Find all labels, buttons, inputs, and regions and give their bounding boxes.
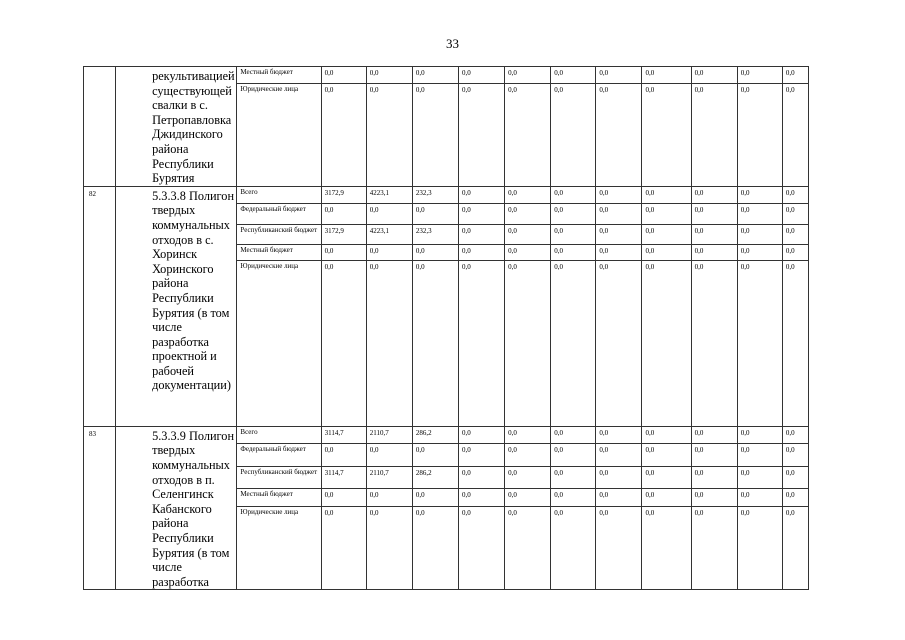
amount-cell: 0,0: [782, 244, 808, 260]
amount-cell: 0,0: [366, 489, 412, 507]
amount-cell: 0,0: [642, 224, 691, 244]
amount-cell: 0,0: [458, 489, 504, 507]
amount-cell: 0,0: [458, 444, 504, 467]
amount-cell: 0,0: [596, 444, 642, 467]
amount-cell: 0,0: [321, 244, 366, 260]
amount-cell: 0,0: [737, 260, 782, 426]
amount-cell: 0,0: [505, 489, 551, 507]
amount-cell: 0,0: [737, 467, 782, 489]
amount-cell: 0,0: [458, 67, 504, 84]
amount-cell: 0,0: [642, 203, 691, 224]
table-row: [84, 67, 809, 84]
amount-cell: 0,0: [737, 426, 782, 444]
amount-cell: 0,0: [596, 203, 642, 224]
amount-cell: 0,0: [458, 260, 504, 426]
amount-cell: 0,0: [642, 67, 691, 84]
funding-source-cell: Юридические лица: [237, 506, 321, 589]
amount-cell: 0,0: [642, 260, 691, 426]
amount-cell: 0,0: [458, 224, 504, 244]
amount-cell: 0,0: [642, 489, 691, 507]
amount-cell: 0,0: [737, 84, 782, 187]
amount-cell: 0,0: [551, 489, 596, 507]
amount-cell: 0,0: [551, 426, 596, 444]
amount-cell: 0,0: [366, 444, 412, 467]
amount-cell: 0,0: [782, 203, 808, 224]
amount-cell: 0,0: [642, 506, 691, 589]
amount-cell: 0,0: [412, 506, 458, 589]
amount-cell: 0,0: [551, 224, 596, 244]
amount-cell: 0,0: [782, 224, 808, 244]
item-number-cell: 82: [84, 186, 116, 426]
amount-cell: 0,0: [551, 203, 596, 224]
amount-cell: 0,0: [551, 467, 596, 489]
amount-cell: 4223,1: [366, 186, 412, 203]
amount-cell: 0,0: [737, 244, 782, 260]
amount-cell: 0,0: [737, 67, 782, 84]
amount-cell: 0,0: [412, 203, 458, 224]
funding-source-cell: Республиканский бюджет: [237, 467, 321, 489]
amount-cell: 0,0: [458, 186, 504, 203]
amount-cell: 0,0: [505, 67, 551, 84]
amount-cell: 4223,1: [366, 224, 412, 244]
amount-cell: 0,0: [551, 506, 596, 589]
amount-cell: 2110,7: [366, 426, 412, 444]
amount-cell: 0,0: [505, 426, 551, 444]
amount-cell: 0,0: [366, 84, 412, 187]
funding-source-cell: Юридические лица: [237, 84, 321, 187]
funding-source-cell: Всего: [237, 426, 321, 444]
amount-cell: 0,0: [691, 467, 737, 489]
amount-cell: 0,0: [458, 426, 504, 444]
amount-cell: 0,0: [366, 203, 412, 224]
amount-cell: 0,0: [691, 67, 737, 84]
amount-cell: 0,0: [782, 467, 808, 489]
table-row: [84, 426, 809, 444]
amount-cell: 232,3: [412, 224, 458, 244]
amount-cell: 0,0: [596, 260, 642, 426]
amount-cell: 0,0: [505, 444, 551, 467]
amount-cell: 0,0: [691, 444, 737, 467]
amount-cell: 0,0: [412, 67, 458, 84]
item-name-cell: 5.3.3.9 Полигон твердых коммунальных отходов в п. Селенгинск Кабанского района Республики Бурятия (в том числе разработка: [116, 426, 237, 590]
amount-cell: 0,0: [596, 244, 642, 260]
amount-cell: 0,0: [366, 244, 412, 260]
amount-cell: 0,0: [737, 203, 782, 224]
amount-cell: 0,0: [366, 67, 412, 84]
amount-cell: 0,0: [596, 506, 642, 589]
item-number-cell: [84, 67, 116, 187]
amount-cell: 0,0: [551, 444, 596, 467]
amount-cell: 0,0: [458, 506, 504, 589]
amount-cell: 0,0: [412, 489, 458, 507]
amount-cell: 0,0: [412, 444, 458, 467]
amount-cell: 0,0: [458, 244, 504, 260]
amount-cell: 0,0: [596, 84, 642, 187]
amount-cell: 0,0: [321, 67, 366, 84]
amount-cell: 0,0: [596, 489, 642, 507]
amount-cell: 0,0: [412, 244, 458, 260]
amount-cell: 0,0: [596, 224, 642, 244]
amount-cell: 0,0: [782, 489, 808, 507]
amount-cell: 0,0: [505, 467, 551, 489]
amount-cell: 0,0: [737, 224, 782, 244]
amount-cell: 0,0: [412, 84, 458, 187]
funding-source-cell: Всего: [237, 186, 321, 203]
amount-cell: 0,0: [782, 186, 808, 203]
amount-cell: 3114,7: [321, 426, 366, 444]
amount-cell: 0,0: [505, 224, 551, 244]
amount-cell: 0,0: [737, 186, 782, 203]
page-number: 33: [446, 36, 459, 51]
amount-cell: 0,0: [596, 467, 642, 489]
funding-source-cell: Республиканский бюджет: [237, 224, 321, 244]
amount-cell: 0,0: [642, 444, 691, 467]
amount-cell: 0,0: [551, 84, 596, 187]
amount-cell: 0,0: [691, 203, 737, 224]
amount-cell: 0,0: [366, 506, 412, 589]
amount-cell: 0,0: [642, 426, 691, 444]
item-number-cell: 83: [84, 426, 116, 590]
amount-cell: 0,0: [642, 467, 691, 489]
amount-cell: 2110,7: [366, 467, 412, 489]
amount-cell: 0,0: [458, 203, 504, 224]
amount-cell: 0,0: [642, 84, 691, 187]
amount-cell: 0,0: [691, 244, 737, 260]
amount-cell: 0,0: [458, 467, 504, 489]
amount-cell: 0,0: [551, 244, 596, 260]
amount-cell: 0,0: [691, 224, 737, 244]
amount-cell: 0,0: [691, 426, 737, 444]
amount-cell: 0,0: [642, 186, 691, 203]
item-name-cell: 5.3.3.8 Полигон твердых коммунальных отходов в с. Хоринск Хоринского района Республики Бурятия (в том числе разработка проектной и рабочей документации): [116, 186, 237, 426]
amount-cell: 0,0: [505, 84, 551, 187]
amount-cell: 0,0: [321, 506, 366, 589]
amount-cell: 0,0: [551, 67, 596, 84]
funding-source-cell: Федеральный бюджет: [237, 444, 321, 467]
amount-cell: 0,0: [505, 203, 551, 224]
amount-cell: 0,0: [782, 426, 808, 444]
amount-cell: 0,0: [458, 84, 504, 187]
funding-source-cell: Местный бюджет: [237, 244, 321, 260]
item-name-cell: рекультивацией существующей свалки в с. Петропавловка Джидинского района Республики Бурятия: [116, 67, 237, 187]
funding-source-cell: Местный бюджет: [237, 67, 321, 84]
amount-cell: 0,0: [551, 260, 596, 426]
amount-cell: 0,0: [737, 489, 782, 507]
funding-source-cell: Юридические лица: [237, 260, 321, 426]
amount-cell: 0,0: [596, 186, 642, 203]
amount-cell: 3172,9: [321, 224, 366, 244]
amount-cell: 0,0: [642, 244, 691, 260]
amount-cell: 0,0: [505, 506, 551, 589]
funding-source-cell: Местный бюджет: [237, 489, 321, 507]
amount-cell: 0,0: [691, 84, 737, 187]
amount-cell: 0,0: [596, 426, 642, 444]
amount-cell: 0,0: [321, 489, 366, 507]
amount-cell: 0,0: [321, 260, 366, 426]
amount-cell: 0,0: [691, 260, 737, 426]
amount-cell: 0,0: [321, 444, 366, 467]
amount-cell: 232,3: [412, 186, 458, 203]
amount-cell: 0,0: [321, 203, 366, 224]
amount-cell: 0,0: [737, 444, 782, 467]
budget-table: [83, 66, 809, 590]
amount-cell: 0,0: [366, 260, 412, 426]
amount-cell: 0,0: [321, 84, 366, 187]
funding-source-cell: Федеральный бюджет: [237, 203, 321, 224]
amount-cell: 286,2: [412, 426, 458, 444]
amount-cell: 0,0: [505, 260, 551, 426]
amount-cell: 0,0: [691, 186, 737, 203]
table-row: [84, 186, 809, 203]
amount-cell: 0,0: [505, 186, 551, 203]
amount-cell: 0,0: [505, 244, 551, 260]
amount-cell: 0,0: [691, 506, 737, 589]
amount-cell: 0,0: [782, 444, 808, 467]
amount-cell: 0,0: [782, 67, 808, 84]
amount-cell: 0,0: [596, 67, 642, 84]
amount-cell: 0,0: [412, 260, 458, 426]
amount-cell: 0,0: [551, 186, 596, 203]
amount-cell: 0,0: [782, 84, 808, 187]
amount-cell: 0,0: [782, 506, 808, 589]
amount-cell: 0,0: [782, 260, 808, 426]
amount-cell: 3114,7: [321, 467, 366, 489]
amount-cell: 286,2: [412, 467, 458, 489]
amount-cell: 0,0: [737, 506, 782, 589]
amount-cell: 3172,9: [321, 186, 366, 203]
amount-cell: 0,0: [691, 489, 737, 507]
